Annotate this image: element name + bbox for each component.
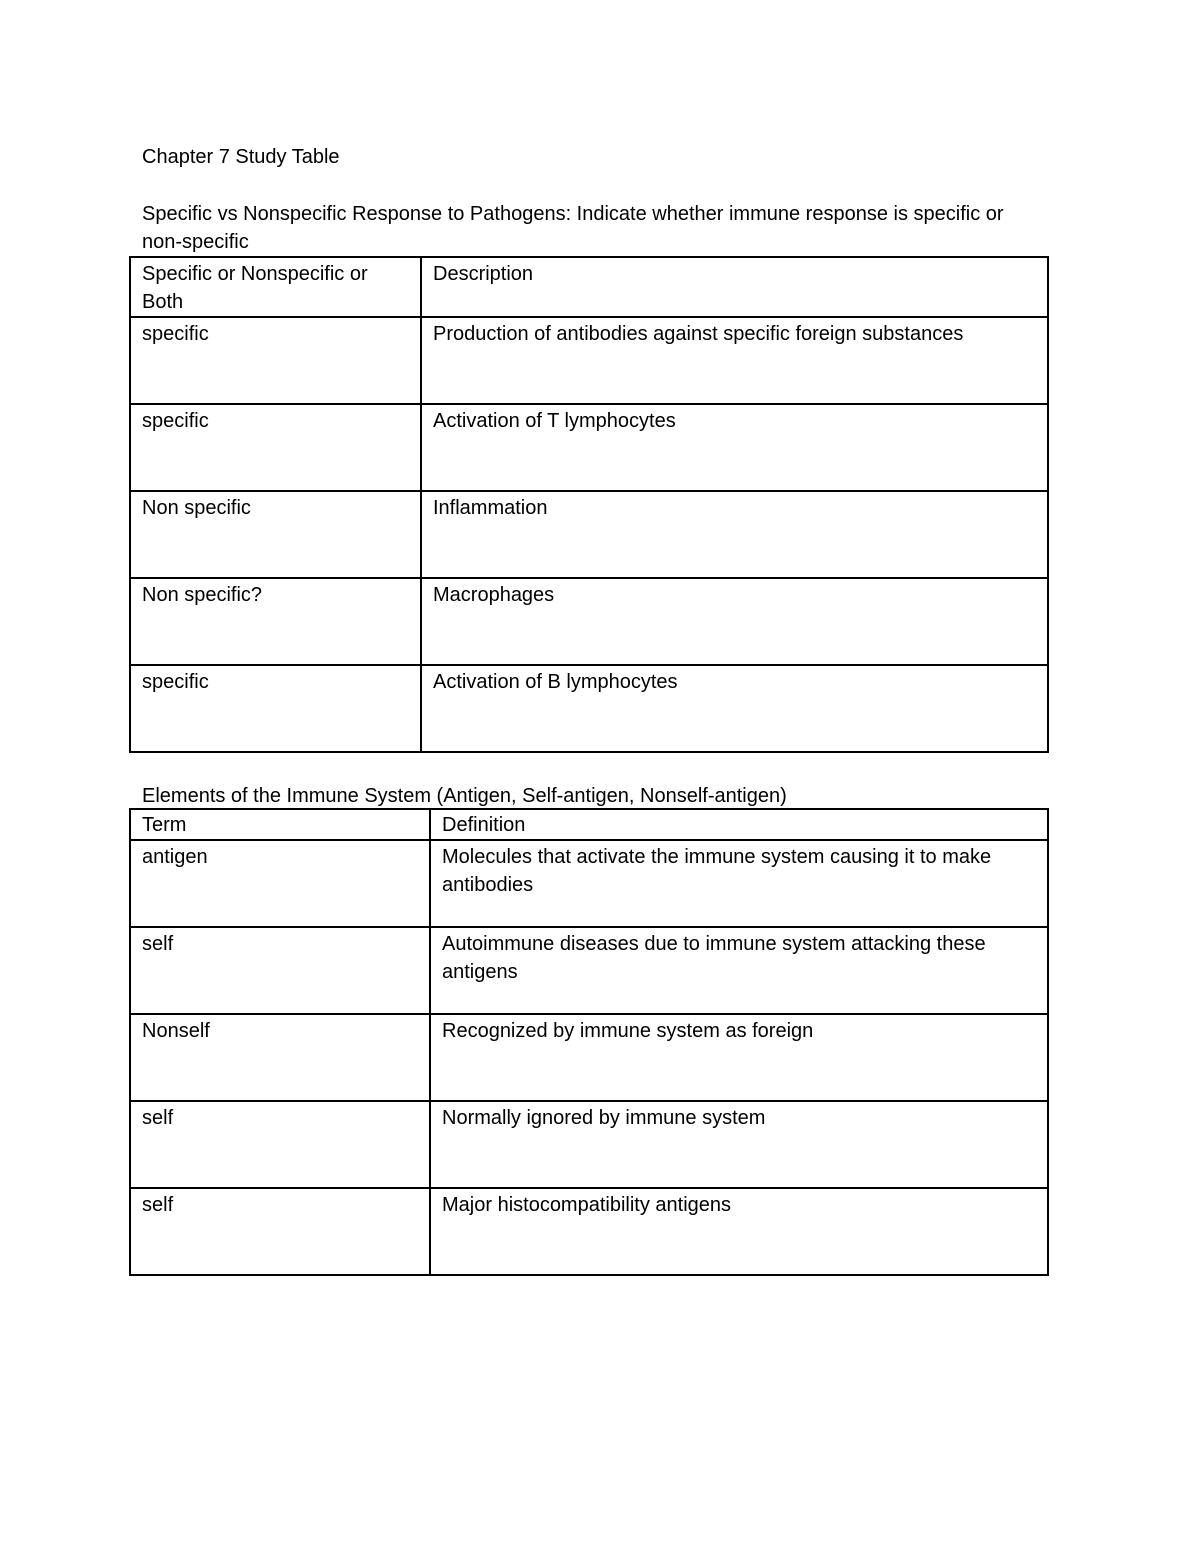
header-cell: Specific or Nonspecific or Both	[130, 257, 421, 317]
term-cell: self	[130, 1188, 430, 1275]
table-row	[130, 404, 1048, 491]
description-cell: Inflammation	[421, 491, 1048, 578]
term-cell: self	[130, 927, 430, 1014]
table-row	[130, 317, 1048, 404]
response-type-cell: specific	[130, 404, 421, 491]
table-row	[130, 1188, 1048, 1275]
section-2-intro: Elements of the Immune System (Antigen, Self-antigen, Nonself-antigen)	[142, 785, 787, 807]
table-row	[130, 491, 1048, 578]
definition-cell: Major histocompatibility antigens	[430, 1188, 1048, 1275]
response-type-cell: specific	[130, 665, 421, 752]
definition-cell: Recognized by immune system as foreign	[430, 1014, 1048, 1101]
description-cell: Production of antibodies against specific foreign substances	[421, 317, 1048, 404]
term-cell: antigen	[130, 840, 430, 927]
header-cell: Definition	[430, 809, 1048, 840]
response-type-table	[129, 256, 1049, 753]
term-cell: Nonself	[130, 1014, 430, 1101]
table-row	[130, 1101, 1048, 1188]
definition-cell: Autoimmune diseases due to immune system attacking these antigens	[430, 927, 1048, 1014]
table-row	[130, 665, 1048, 752]
response-type-cell: Non specific	[130, 491, 421, 578]
table-header-row	[130, 257, 1048, 317]
response-type-cell: Non specific?	[130, 578, 421, 665]
description-cell: Activation of B lymphocytes	[421, 665, 1048, 752]
table-header-row	[130, 809, 1048, 840]
description-cell: Activation of T lymphocytes	[421, 404, 1048, 491]
definition-cell: Molecules that activate the immune system causing it to make antibodies	[430, 840, 1048, 927]
immune-elements-table	[129, 808, 1049, 1276]
header-cell: Term	[130, 809, 430, 840]
term-cell: self	[130, 1101, 430, 1188]
table-row	[130, 1014, 1048, 1101]
response-type-cell: specific	[130, 317, 421, 404]
document-title: Chapter 7 Study Table	[142, 146, 340, 168]
section-1-intro: Specific vs Nonspecific Response to Pathogens: Indicate whether immune response is specific or non-specific	[142, 203, 1004, 253]
table-row	[130, 578, 1048, 665]
table-row	[130, 927, 1048, 1014]
table-row	[130, 840, 1048, 927]
description-cell: Macrophages	[421, 578, 1048, 665]
definition-cell: Normally ignored by immune system	[430, 1101, 1048, 1188]
header-cell: Description	[421, 257, 1048, 317]
